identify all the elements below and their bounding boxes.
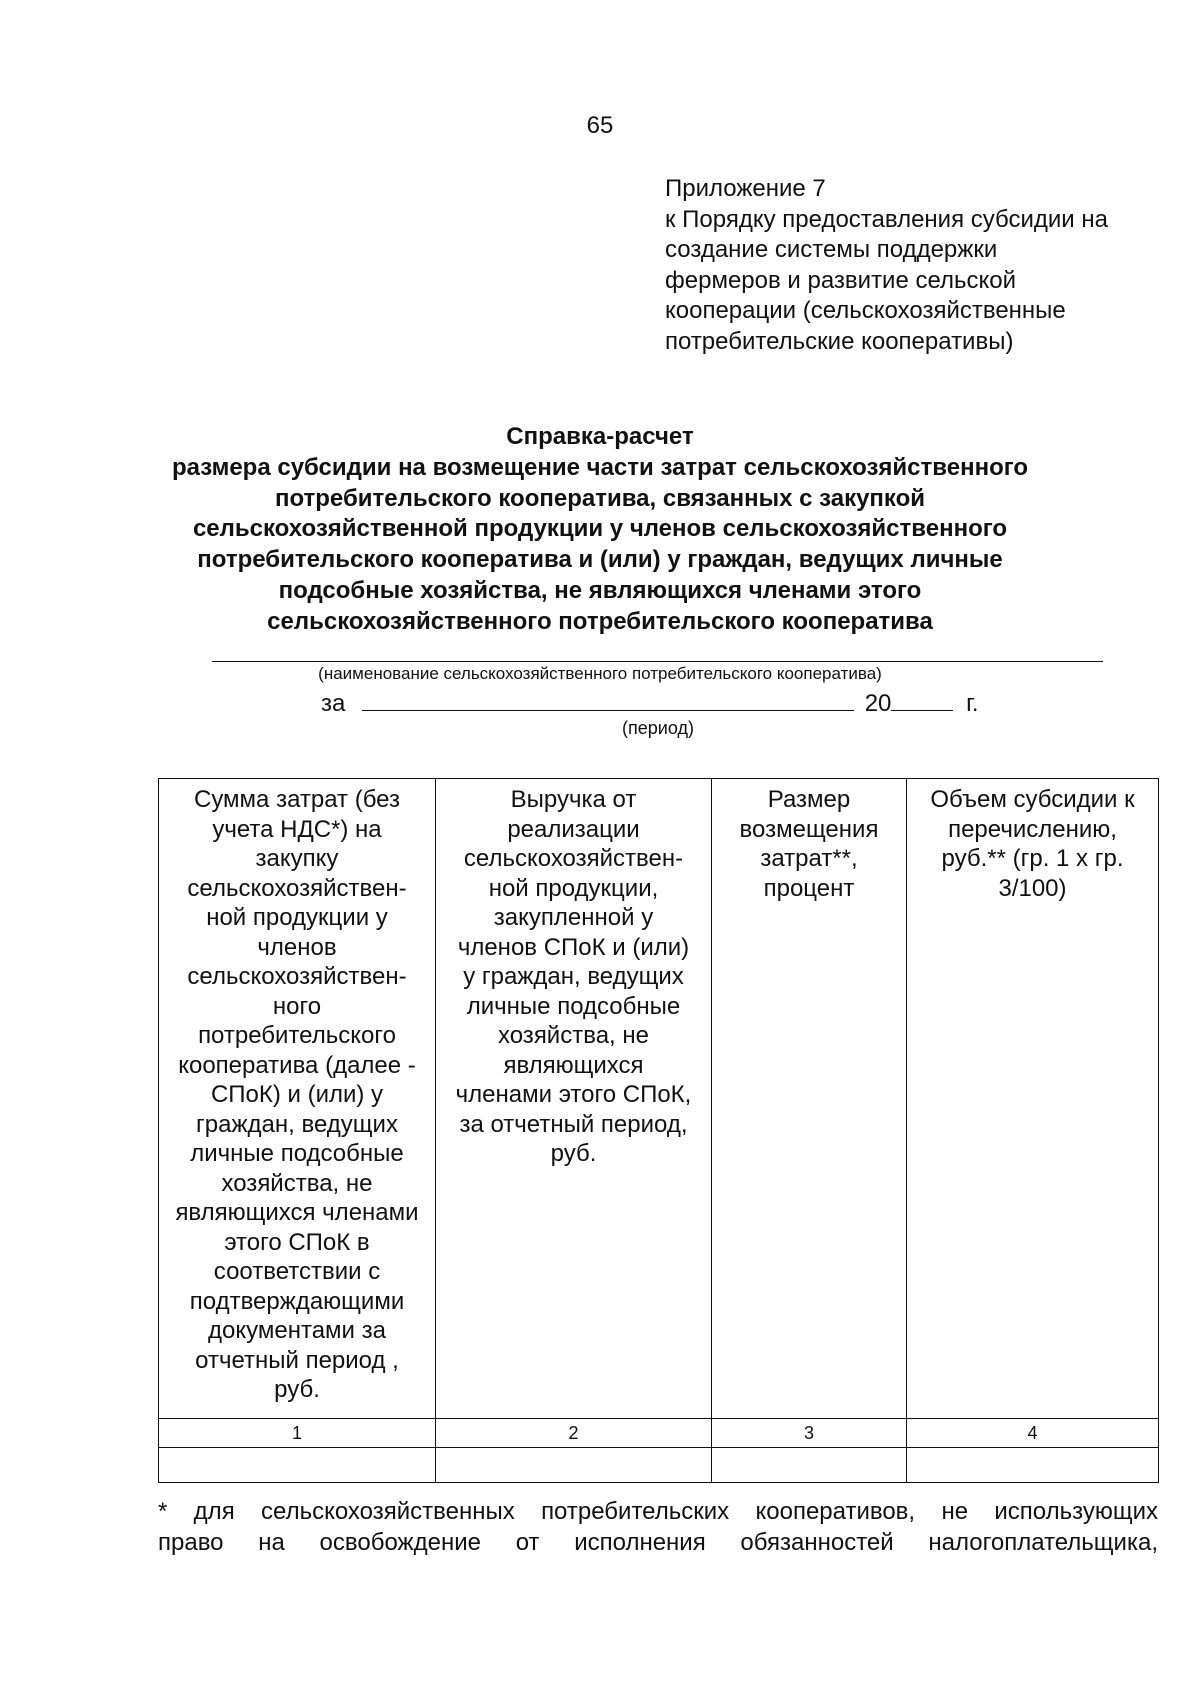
header-line: кооператива (далее - xyxy=(178,1051,416,1079)
data-entry-cell[interactable] xyxy=(159,1448,436,1483)
header-line: членами этого СПоК, xyxy=(455,1081,692,1108)
header-line: учета НДС*) на xyxy=(212,815,382,843)
footnote xyxy=(158,1496,1158,1558)
period-row xyxy=(321,690,979,718)
column-number: 3 xyxy=(712,1419,907,1448)
header-line: сельскохозяйствен- xyxy=(187,963,407,990)
header-line: личные подсобные xyxy=(190,1140,404,1167)
header-cell-costs xyxy=(159,779,436,1419)
title-line: сельскохозяйственного потребительского кооператива xyxy=(267,607,933,635)
period-caption: (период) xyxy=(622,718,694,738)
data-entry-row xyxy=(159,1448,1159,1483)
header-line: этого СПоК в xyxy=(224,1228,370,1256)
header-line: ной продукции, xyxy=(488,874,659,902)
year-suffix: г. xyxy=(966,690,979,717)
header-line: 3/100) xyxy=(998,874,1067,902)
cooperative-name-blank xyxy=(212,661,1103,662)
header-line: возмещения xyxy=(739,815,879,843)
header-line: руб. xyxy=(274,1376,320,1403)
header-cell-subsidy xyxy=(907,779,1159,1419)
header-line: сельскохозяйствен- xyxy=(187,874,407,902)
subsidy-table xyxy=(158,778,1159,1483)
title-line: сельскохозяйственной продукции у членов сельскохозяйственного xyxy=(192,515,1008,543)
period-prefix: за xyxy=(321,690,346,717)
header-line: Объем субсидии к xyxy=(930,786,1135,813)
table-header-row xyxy=(159,779,1159,1419)
data-entry-cell[interactable] xyxy=(907,1448,1159,1483)
appendix-line: потребительские кооперативы) xyxy=(665,327,1014,355)
title-line: Справка-расчет xyxy=(506,423,694,450)
cooperative-name-caption: (наименование сельскохозяйственного потребительского кооператива) xyxy=(318,664,882,683)
header-line: сельскохозяйствен- xyxy=(463,845,684,872)
data-entry-cell[interactable] xyxy=(436,1448,712,1483)
appendix-header xyxy=(665,174,1185,357)
header-line: руб.** (гр. 1 х гр. xyxy=(941,845,1124,872)
header-line: являющихся xyxy=(503,1051,644,1079)
header-line: закупку xyxy=(255,845,339,872)
header-line: за отчетный период, xyxy=(459,1110,688,1138)
header-line: членов xyxy=(257,933,337,961)
header-line: членов СПоК и (или) xyxy=(457,933,690,961)
column-number-row xyxy=(159,1419,1159,1448)
header-line: закупленной у xyxy=(493,904,654,931)
column-number: 1 xyxy=(159,1419,436,1448)
header-line: ной продукции у xyxy=(206,904,388,931)
header-line: Размер xyxy=(767,786,851,813)
page-number: 65 xyxy=(586,112,614,139)
data-entry-cell[interactable] xyxy=(712,1448,907,1483)
header-line: хозяйства, не xyxy=(221,1169,373,1197)
header-line: являющихся членами xyxy=(175,1199,419,1226)
header-line: соответствии с xyxy=(213,1258,381,1285)
appendix-line: фермеров и развитие сельской xyxy=(665,266,1017,294)
appendix-line: Приложение 7 xyxy=(665,175,826,202)
title-line: потребительского кооператива, связанных с закупкой xyxy=(274,484,926,512)
header-line: Выручка от xyxy=(510,786,637,813)
column-number: 2 xyxy=(436,1419,712,1448)
header-line: СПоК) и (или) у xyxy=(210,1081,384,1108)
appendix-line: к Порядку предоставления субсидии на xyxy=(665,205,1108,233)
header-line: Сумма затрат (без xyxy=(193,786,400,813)
header-line: личные подсобные xyxy=(466,992,681,1020)
appendix-line: кооперации (сельскохозяйственные xyxy=(665,297,1066,324)
title-line: подсобные хозяйства, не являющихся членами этого xyxy=(278,576,922,604)
header-cell-rate xyxy=(712,779,907,1419)
header-line: подтверждающими xyxy=(189,1287,405,1315)
appendix-line: создание системы поддержки xyxy=(665,236,998,263)
header-line: ного xyxy=(272,992,322,1020)
header-line: отчетный период , xyxy=(195,1346,399,1374)
header-line: граждан, ведущих xyxy=(196,1110,398,1138)
footnote-line: право на освобождение от исполнения обязанностей налогоплательщика, xyxy=(158,1529,1158,1556)
header-line: документами за xyxy=(208,1317,386,1344)
header-line: перечислению, xyxy=(948,815,1117,843)
header-cell-revenue xyxy=(436,779,712,1419)
header-line: процент xyxy=(763,874,855,902)
header-line: потребительского xyxy=(198,1022,396,1049)
header-line: реализации xyxy=(507,815,640,843)
footnote-line: * для сельскохозяйственных потребительских кооперативов, не использующих xyxy=(158,1498,1158,1525)
title-line: размера субсидии на возмещение части затрат сельскохозяйственного xyxy=(171,453,1029,481)
title-line: потребительского кооператива и (или) у граждан, ведущих личные xyxy=(197,546,1003,574)
header-line: руб. xyxy=(550,1140,597,1167)
year-prefix: 20 xyxy=(864,690,892,717)
period-blank xyxy=(362,692,854,711)
column-number: 4 xyxy=(907,1419,1159,1448)
header-line: хозяйства, не xyxy=(498,1022,649,1049)
year-blank xyxy=(891,692,953,711)
header-line: у граждан, ведущих xyxy=(463,963,684,990)
header-line: затрат**, xyxy=(760,845,858,872)
document-title xyxy=(0,422,1200,638)
